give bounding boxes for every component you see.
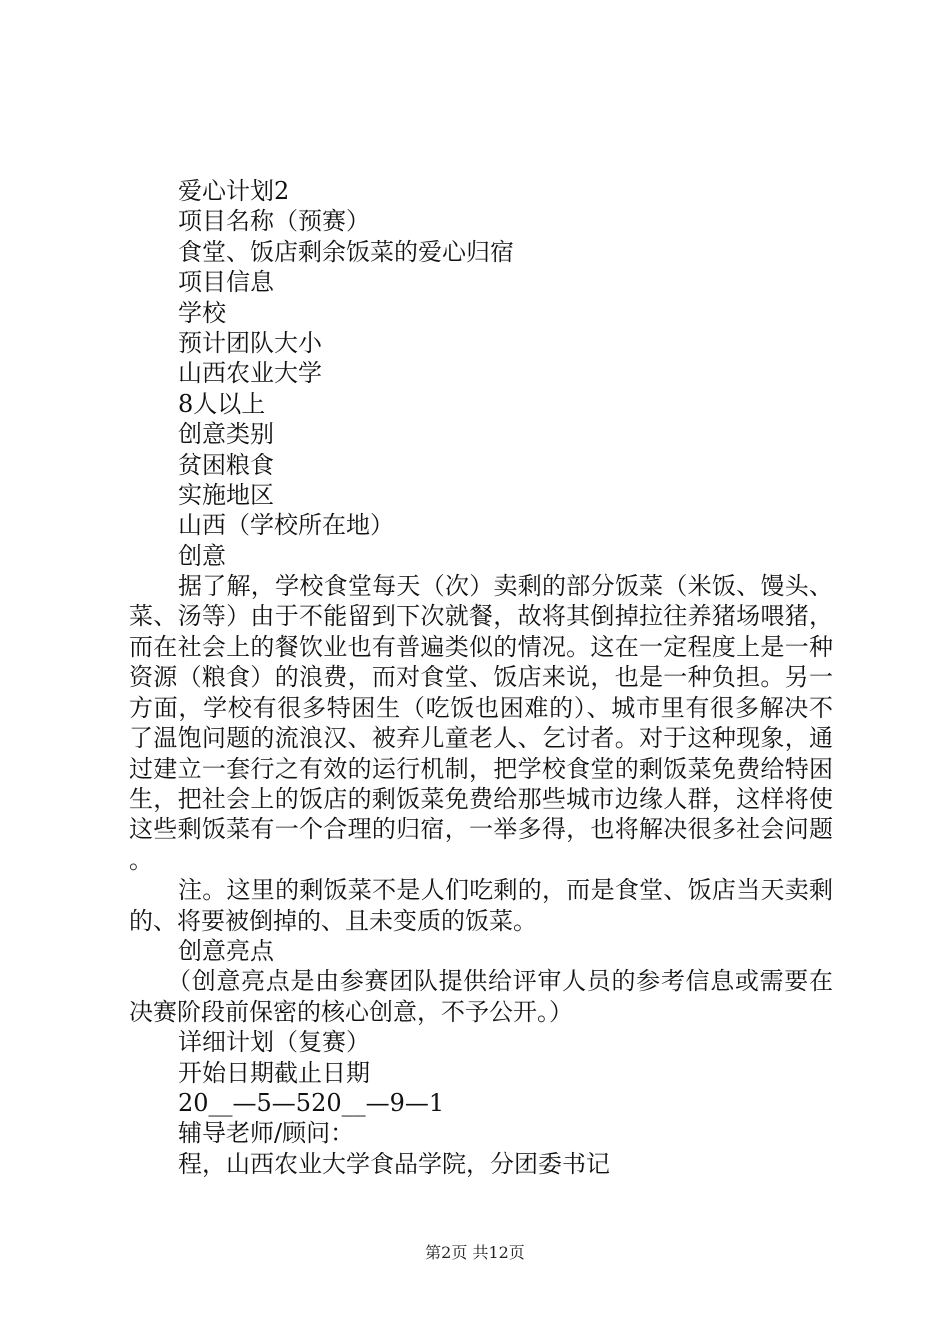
paragraph-highlight: （创意亮点是由参赛团队提供给评审人员的参考信息或需要在决赛阶段前保密的核心创意，不予公开。） [129, 967, 833, 1026]
section-heading-project-info: 项目信息 [178, 268, 274, 297]
field-label-advisor: 辅导老师/顾问： [178, 1119, 355, 1148]
field-value-category: 贫困粮食 [178, 450, 274, 479]
section-heading-highlight: 创意亮点 [178, 936, 274, 965]
field-value-advisor: 程，山西农业大学食品学院，分团委书记 [178, 1149, 610, 1178]
section-heading-detailed-plan: 详细计划（复赛） [178, 1028, 370, 1057]
field-value-team-size: 8人以上 [178, 389, 266, 418]
field-label-team-size: 预计团队大小 [178, 328, 322, 357]
doc-title: 爱心计划2 [178, 177, 290, 205]
field-label-dates: 开始日期截止日期 [178, 1058, 370, 1087]
field-label-project-name: 项目名称（预赛） [178, 207, 370, 236]
paragraph-idea-description: 据了解，学校食堂每天（次）卖剩的部分饭菜（米饭、馒头、菜、汤等）由于不能留到下次就餐，故将其倒掉拉往养猪场喂猪，而在社会上的餐饮业也有普遍类似的情况。这在一定程度上是一种资源（粮食）的浪费，而对食堂、饭店来说，也是一种负担。另一方面，学校有很多特困生（吃饭也困难的）、城市里有很多解决不了温饱问题的流浪汉、被弃儿童老人、乞讨者。对于这种现象，通过建立一套行之有效的运行机制，把学校食堂的剩饭菜免费给特困生，把社会上的饭店的剩饭菜免费给那些城市边缘人群，这样将使这些剩饭菜有一个合理的归宿，一举多得，也将解决很多社会问题。 [129, 572, 833, 874]
field-label-school: 学校 [178, 298, 226, 327]
field-value-dates: 20__—5—520__—9—1 [178, 1088, 445, 1117]
field-value-region: 山西（学校所在地） [178, 511, 394, 540]
paragraph-note: 注。这里的剩饭菜不是人们吃剩的，而是食堂、饭店当天卖剩的、将要被倒掉的、且未变质的饭菜。 [129, 876, 833, 935]
field-label-region: 实施地区 [178, 480, 274, 509]
field-value-school: 山西农业大学 [178, 359, 322, 388]
field-label-category: 创意类别 [178, 420, 274, 449]
document-body [129, 176, 833, 1179]
section-heading-idea: 创意 [178, 541, 226, 570]
field-value-project-name: 食堂、饭店剩余饭菜的爱心归宿 [178, 237, 514, 266]
page-number-footer: 第2页 共12页 [425, 1243, 525, 1262]
